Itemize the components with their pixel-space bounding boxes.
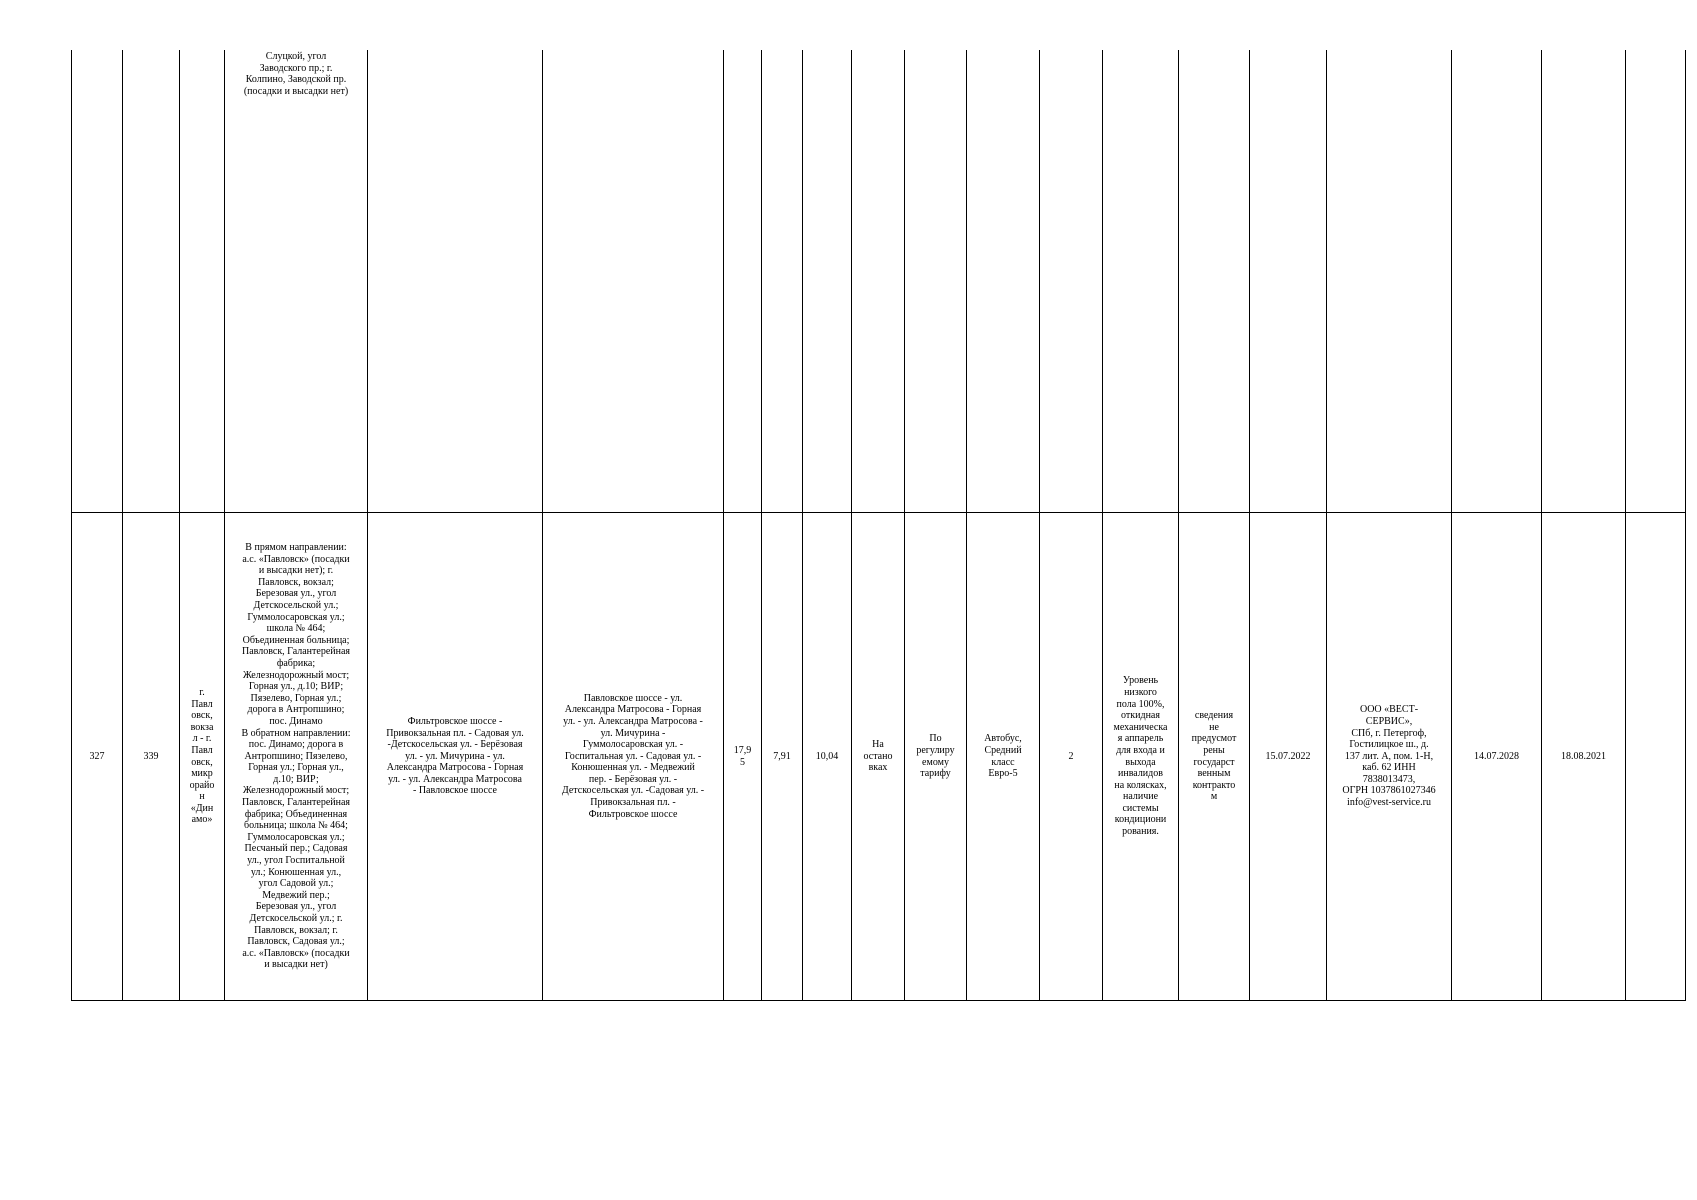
cell-stop-order: На остано вках bbox=[852, 513, 905, 1001]
cell-stop-order bbox=[852, 50, 905, 513]
cell-date-end: 14.07.2028 bbox=[1452, 513, 1542, 1001]
cell-length-forward: 7,91 bbox=[762, 513, 803, 1001]
table-row bbox=[72, 50, 1686, 513]
cell-route-name: г. Павл овск, вокза л - г. Павл овск, микр орайо н «Дин амо» bbox=[180, 513, 225, 1001]
cell-length-total: 17,9 5 bbox=[724, 513, 762, 1001]
cell-tariff: По регулиру емому тарифу bbox=[905, 513, 967, 1001]
cell-date-extra: 18.08.2021 bbox=[1542, 513, 1626, 1001]
cell-vehicle-features: Уровень низкого пола 100%, откидная механическа я аппарель для входа и выхода инвалидов на колясках, наличие системы кондициони рования. bbox=[1103, 513, 1179, 1001]
cell-route-forward: Фильтровское шоссе - Привокзальная пл. - Садовая ул. -Детскосельская ул. - Берёзовая ул. - ул. Мичурина - ул. Александра Матросова - Горная ул. - ул. Александра Матросова - Павловское шоссе bbox=[368, 513, 543, 1001]
cell-route-name bbox=[180, 50, 225, 513]
cell-date-start bbox=[1250, 50, 1327, 513]
table-row bbox=[72, 513, 1686, 1001]
cell-registry-number: 327 bbox=[72, 513, 123, 1001]
cell-length-total bbox=[724, 50, 762, 513]
cell-route-number: 339 bbox=[123, 513, 180, 1001]
cell-carrier bbox=[1327, 50, 1452, 513]
cell-last bbox=[1626, 50, 1686, 513]
cell-length-forward bbox=[762, 50, 803, 513]
cell-vehicle: Автобус, Средний класс Евро-5 bbox=[967, 513, 1040, 1001]
cell-route-backward: Павловское шоссе - ул. Александра Матросова - Горная ул. - ул. Александра Матросова - ул. Мичурина - Гуммолосаровская ул. - Госпитальная ул. - Садовая ул. - Конюшенная ул. - Медвежий пер. - Берёзовая ул. - Детскосельская ул. -Садовая ул. - Привокзальная пл. - Фильтровское шоссе bbox=[543, 513, 724, 1001]
cell-tariff bbox=[905, 50, 967, 513]
cell-date-extra bbox=[1542, 50, 1626, 513]
cell-length-backward: 10,04 bbox=[803, 513, 852, 1001]
cell-route-number bbox=[123, 50, 180, 513]
cell-carrier: ООО «ВЕСТ- СЕРВИС», СПб, г. Петергоф, Гостилицкое ш., д. 137 лит. А, пом. 1-Н, каб. 62 ИНН 7838013473, ОГРН 1037861027346 info@vest-service.ru bbox=[1327, 513, 1452, 1001]
cell-last bbox=[1626, 513, 1686, 1001]
cell-date-start: 15.07.2022 bbox=[1250, 513, 1327, 1001]
cell-contract: сведения не предусмот рены государст венным контракто м bbox=[1179, 513, 1250, 1001]
cell-vehicle-count bbox=[1040, 50, 1103, 513]
cell-vehicle-features bbox=[1103, 50, 1179, 513]
cell-stops: В прямом направлении: а.с. «Павловск» (посадки и высадки нет); г. Павловск, вокзал; Березовая ул., угол Детскосельской ул.; Гуммолосаровская ул.; школа № 464; Объединенная больница; Павловск, Галантерейная фабрика; Железнодорожный мост; Горная ул., д.10; ВИР; Пязелево, Горная ул.; дорога в Антропшино; пос. Динамо В обратном направлении: пос. Динамо; дорога в Антропшино; Пязелево, Горная ул.; Горная ул., д.10; ВИР; Железнодорожный мост; Павловск, Галантерейная фабрика; Объединенная больница; школа № 464; Гуммолосаровская ул.; Песчаный пер.; Садовая ул., угол Госпитальной ул.; Конюшенная ул., угол Садовой ул.; Медвежий пер.; Березовая ул., угол Детскосельской ул.; г. Павловск, вокзал; г. Павловск, Садовая ул.; а.с. «Павловск» (посадки и высадки нет) bbox=[225, 513, 368, 1001]
cell-route-backward bbox=[543, 50, 724, 513]
route-registry-table bbox=[71, 50, 1686, 1001]
cell-date-end bbox=[1452, 50, 1542, 513]
cell-stops: Слуцкой, угол Заводского пр.; г. Колпино, Заводской пр. (посадки и высадки нет) bbox=[225, 50, 368, 513]
cell-vehicle bbox=[967, 50, 1040, 513]
cell-registry-number bbox=[72, 50, 123, 513]
cell-vehicle-count: 2 bbox=[1040, 513, 1103, 1001]
cell-contract bbox=[1179, 50, 1250, 513]
cell-length-backward bbox=[803, 50, 852, 513]
cell-route-forward bbox=[368, 50, 543, 513]
